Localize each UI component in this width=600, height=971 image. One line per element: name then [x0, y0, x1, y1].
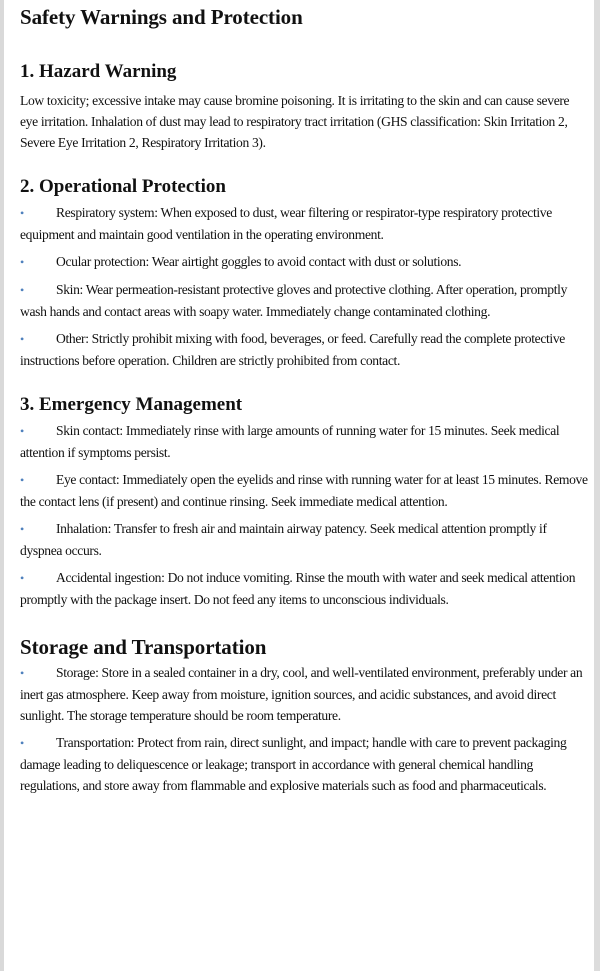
- storage-transportation-title: Storage and Transportation: [20, 635, 267, 659]
- list-item: [20, 469, 588, 512]
- bullet-icon: •: [20, 473, 24, 487]
- hazard-warning-text: Low toxicity; excessive intake may cause bromine poisoning. It is irritating to the skin and can cause severe eye irritation. Inhalation of dust may lead to respiratory tract irritation (GHS classification: Skin Irritation 2, Severe Eye Irritation 2, Respiratory Irritation 3).: [20, 93, 570, 150]
- list-item: [20, 420, 588, 463]
- emergency-management-heading: 3. Emergency Management: [20, 394, 243, 415]
- list-item: [20, 662, 588, 726]
- list-item: [20, 202, 588, 245]
- hazard-warning-heading: 1. Hazard Warning: [20, 61, 177, 82]
- bullet-icon: •: [20, 332, 24, 346]
- bullet-icon: •: [20, 255, 24, 269]
- storage-transportation-list: [20, 662, 588, 796]
- emergency-management-section: [20, 393, 588, 610]
- list-item: [20, 251, 588, 273]
- operational-protection-list: [20, 202, 588, 371]
- list-item-text: Transportation: Protect from rain, direct sunlight, and impact; handle with care to prevent packaging damage leading to deliquescence or leakage; transport in accordance with general chemical handling regulations, and store away from flammable and explosive materials such as food and pharmaceuticals.: [20, 735, 567, 793]
- list-item-text: Skin: Wear permeation-resistant protective gloves and protective clothing. After operation, promptly wash hands and contact areas with soapy water. Immediately change contaminated clothing.: [20, 282, 568, 319]
- list-item-text: Accidental ingestion: Do not induce vomiting. Rinse the mouth with water and seek medical attention promptly with the package insert. Do not feed any items to unconscious individuals.: [20, 570, 576, 607]
- emergency-management-list: [20, 420, 588, 610]
- bullet-icon: •: [20, 736, 24, 750]
- page-title: Safety Warnings and Protection: [20, 5, 303, 29]
- list-item-text: Eye contact: Immediately open the eyelids and rinse with running water for at least 15 minutes. Remove the contact lens (if present) and continue rinsing. Seek immediate medical attention.: [20, 472, 588, 509]
- list-item-text: Ocular protection: Wear airtight goggles to avoid contact with dust or solutions.: [56, 254, 462, 269]
- list-item: [20, 732, 588, 796]
- list-item-text: Skin contact: Immediately rinse with large amounts of running water for 15 minutes. Seek medical attention if symptoms persist.: [20, 423, 560, 460]
- list-item: [20, 518, 588, 561]
- list-item: [20, 279, 588, 322]
- bullet-icon: •: [20, 571, 24, 585]
- bullet-icon: •: [20, 206, 24, 220]
- hazard-warning-section: [20, 60, 588, 153]
- list-item-text: Other: Strictly prohibit mixing with food, beverages, or feed. Carefully read the complete protective instructions before operation. Children are strictly prohibited from contact.: [20, 331, 565, 368]
- storage-transportation-section: [20, 634, 588, 796]
- operational-protection-heading: 2. Operational Protection: [20, 176, 226, 197]
- operational-protection-section: [20, 175, 588, 371]
- bullet-icon: •: [20, 424, 24, 438]
- list-item: [20, 567, 588, 610]
- bullet-icon: •: [20, 283, 24, 297]
- bullet-icon: •: [20, 666, 24, 680]
- list-item-text: Respiratory system: When exposed to dust, wear filtering or respirator-type respiratory protective equipment and maintain good ventilation in the operating environment.: [20, 205, 552, 242]
- bullet-icon: •: [20, 522, 24, 536]
- list-item-text: Inhalation: Transfer to fresh air and maintain airway patency. Seek medical attention promptly if dyspnea occurs.: [20, 521, 547, 558]
- list-item: [20, 328, 588, 371]
- list-item-text: Storage: Store in a sealed container in a dry, cool, and well-ventilated environment, preferably under an inert gas atmosphere. Keep away from moisture, ignition sources, and acidic substances, and avoid direct sunlight. The storage temperature should be room temperature.: [20, 665, 583, 723]
